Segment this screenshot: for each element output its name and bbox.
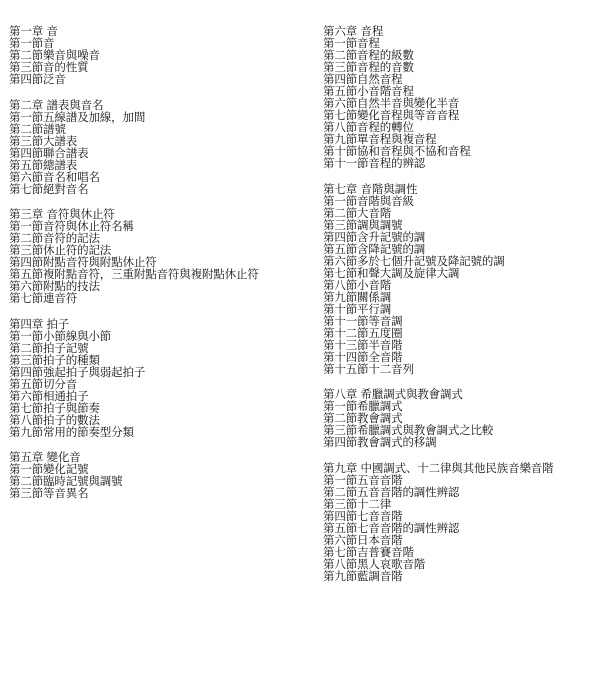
section-item: 第一節音階與音級 bbox=[323, 193, 414, 208]
section-item: 第四節教會調式的移調 bbox=[323, 435, 437, 449]
section-item: 第九節關係調 bbox=[323, 289, 392, 304]
chapter-block bbox=[9, 318, 321, 438]
section-item: 第六節相通拍子 bbox=[9, 388, 89, 403]
section-item: 第十三節半音階 bbox=[323, 337, 403, 352]
section-item: 第一節音程 bbox=[323, 36, 380, 50]
section-item: 第八節音程的轉位 bbox=[323, 120, 414, 134]
section-item: 第三節調與調號 bbox=[323, 217, 403, 232]
section-item: 第九節單音程與複音程 bbox=[323, 132, 437, 146]
section-item: 第六節日本音階 bbox=[323, 532, 403, 547]
section-item: 第五節複附點音符，三重附點音符與複附點休止符 bbox=[9, 267, 259, 281]
section-item: 第十節平行調 bbox=[323, 301, 392, 316]
section-item: 第三節十二律 bbox=[323, 496, 392, 511]
section-item: 第五節切分音 bbox=[9, 376, 78, 391]
toc-column-right bbox=[323, 25, 613, 595]
toc-column-left bbox=[9, 25, 321, 513]
section-item: 第三節音程的音數 bbox=[323, 60, 414, 74]
section-item: 第四節自然音程 bbox=[323, 72, 403, 86]
section-item: 第六節自然半音與變化半音 bbox=[323, 96, 460, 110]
chapter-block bbox=[323, 462, 613, 582]
section-item: 第四節聯合譜表 bbox=[9, 145, 89, 160]
chapter-title: 第六章 音程 bbox=[323, 24, 384, 38]
chapter-block bbox=[9, 99, 321, 195]
section-item: 第十一節等音調 bbox=[323, 313, 403, 328]
section-item: 第二節音程的級數 bbox=[323, 48, 414, 62]
chapter-title: 第三章 音符與休止符 bbox=[9, 207, 115, 221]
section-item: 第十五節十二音列 bbox=[323, 361, 414, 376]
section-item: 第五節含降記號的調 bbox=[323, 241, 426, 256]
chapter-block bbox=[323, 183, 613, 375]
section-item: 第八節拍子的數法 bbox=[9, 412, 100, 427]
section-item: 第三節大譜表 bbox=[9, 133, 78, 148]
section-item: 第八節黑人哀歌音階 bbox=[323, 556, 426, 571]
chapter-block bbox=[323, 25, 613, 169]
section-item: 第三節希臘調式與教會調式之比較 bbox=[323, 423, 494, 437]
section-item: 第二節音符的記法 bbox=[9, 231, 100, 245]
section-item: 第一節五音音階 bbox=[323, 472, 403, 487]
section-item: 第二節譜號 bbox=[9, 121, 66, 136]
section-item: 第三節等音異名 bbox=[9, 486, 89, 500]
section-item: 第六節附點的技法 bbox=[9, 279, 100, 293]
section-item: 第一節變化記號 bbox=[9, 462, 89, 476]
chapter-title: 第一章 音 bbox=[9, 24, 58, 38]
section-item: 第二節教會調式 bbox=[323, 411, 403, 425]
section-item: 第七節吉普賽音階 bbox=[323, 544, 414, 559]
section-item: 第六節音名和唱名 bbox=[9, 169, 100, 184]
section-item: 第六節多於七個升記號及降記號的調 bbox=[323, 253, 505, 268]
section-item: 第一節希臘調式 bbox=[323, 399, 403, 413]
table-of-contents bbox=[9, 25, 609, 695]
section-item: 第四節強起拍子與弱起拍子 bbox=[9, 364, 146, 379]
section-item: 第三節音的性質 bbox=[9, 60, 89, 74]
section-item: 第一節音 bbox=[9, 36, 55, 50]
section-item: 第二節臨時記號與調號 bbox=[9, 474, 123, 488]
section-item: 第九節常用的節奏型分類 bbox=[9, 424, 134, 439]
section-item: 第四節含升記號的調 bbox=[323, 229, 426, 244]
section-item: 第四節附點音符與附點休止符 bbox=[9, 255, 157, 269]
section-item: 第三節休止符的記法 bbox=[9, 243, 112, 257]
section-item: 第四節七音音階 bbox=[323, 508, 403, 523]
chapter-block bbox=[9, 451, 321, 499]
section-item: 第七節連音符 bbox=[9, 291, 78, 305]
section-item: 第一節音符與休止符名稱 bbox=[9, 219, 134, 233]
section-item: 第一節小節線與小節 bbox=[9, 328, 112, 343]
section-item: 第七節和聲大調及旋律大調 bbox=[323, 265, 460, 280]
chapter-title: 第二章 譜表與音名 bbox=[9, 97, 104, 112]
chapter-title: 第八章 希臘調式與教會調式 bbox=[323, 387, 463, 401]
section-item: 第七節絕對音名 bbox=[9, 181, 89, 196]
chapter-title: 第五章 變化音 bbox=[9, 450, 81, 464]
section-item: 第五節小音階音程 bbox=[323, 84, 414, 98]
chapter-block bbox=[9, 208, 321, 304]
chapter-block bbox=[323, 388, 613, 448]
section-item: 第五節總譜表 bbox=[9, 157, 78, 172]
section-item: 第七節變化音程與等音音程 bbox=[323, 108, 460, 122]
section-item: 第十二節五度圈 bbox=[323, 325, 403, 340]
section-item: 第二節五音音階的調性辨認 bbox=[323, 484, 460, 499]
section-item: 第二節樂音與噪音 bbox=[9, 48, 100, 62]
section-item: 第十四節全音階 bbox=[323, 349, 403, 364]
section-item: 第四節泛音 bbox=[9, 72, 66, 86]
section-item: 第三節拍子的種類 bbox=[9, 352, 100, 367]
section-item: 第九節藍調音階 bbox=[323, 568, 403, 583]
chapter-title: 第四章 拍子 bbox=[9, 316, 70, 331]
section-item: 第二節大音階 bbox=[323, 205, 392, 220]
section-item: 第二節拍子記號 bbox=[9, 340, 89, 355]
section-item: 第十節協和音程與不協和音程 bbox=[323, 144, 471, 158]
section-item: 第七節拍子與節奏 bbox=[9, 400, 100, 415]
section-item: 第十一節音程的辨認 bbox=[323, 156, 426, 170]
chapter-block bbox=[9, 25, 321, 85]
section-item: 第八節小音階 bbox=[323, 277, 392, 292]
section-item: 第一節五線譜及加線，加間 bbox=[9, 109, 146, 124]
chapter-title: 第七章 音階與調性 bbox=[323, 181, 418, 196]
chapter-title: 第九章 中國調式、十二律與其他民族音樂音階 bbox=[323, 460, 554, 475]
section-item: 第五節七音音階的調性辨認 bbox=[323, 520, 460, 535]
